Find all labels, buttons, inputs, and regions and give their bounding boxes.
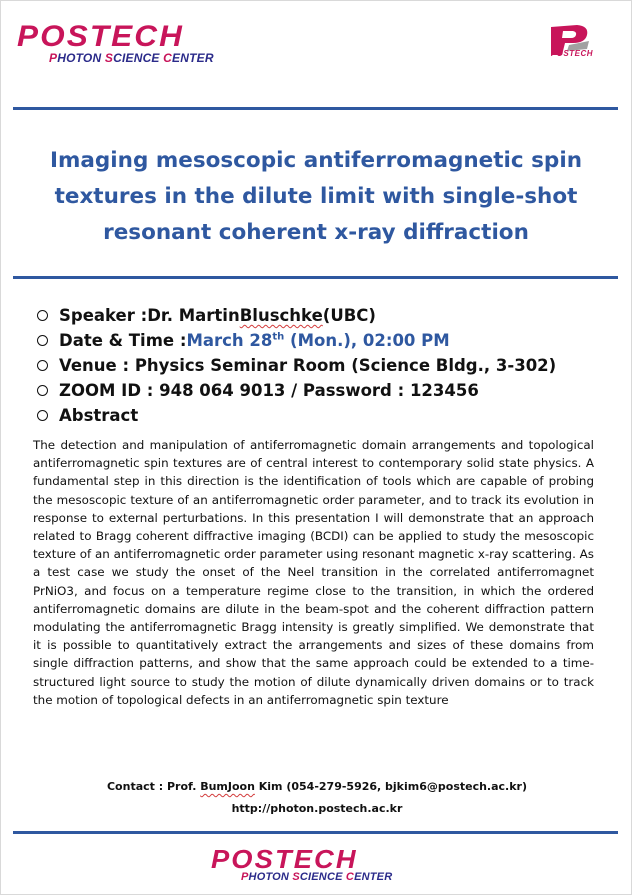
logo-wordmark: POSTECH (211, 844, 358, 874)
emblem-label: POSTECH (550, 49, 593, 58)
date-row: Date & Time : March 28th (Mon.), 02:00 PM (37, 328, 617, 353)
circle-bullet-icon (37, 410, 48, 421)
circle-bullet-icon (37, 310, 48, 321)
postech-logo-bottom (211, 844, 393, 883)
talk-title (21, 143, 611, 251)
title-line-3: resonant coherent x-ray diffraction (103, 220, 529, 245)
circle-bullet-icon (37, 360, 48, 371)
abstract-heading-row: Abstract (37, 403, 617, 428)
speaker-lastname: Bluschke (239, 306, 323, 325)
circle-bullet-icon (37, 385, 48, 396)
divider-bottom (13, 831, 618, 834)
logo-subtitle: PHOTON SCIENCE CENTER (241, 871, 393, 883)
venue-row: Venue : Physics Seminar Room (Science Bldg., 3-302) (37, 353, 617, 378)
postech-logo-top (17, 20, 214, 65)
divider-top (13, 107, 618, 110)
date-value: March 28th (Mon.), 02:00 PM (186, 331, 450, 350)
title-line-2: textures in the dilute limit with single-shot (54, 184, 578, 209)
zoom-row: ZOOM ID : 948 064 9013 / Password : 123456 (37, 378, 617, 403)
speaker-row: Speaker : Dr. Martin Bluschke (UBC) (37, 303, 617, 328)
divider-middle (13, 276, 618, 279)
abstract-text: The detection and manipulation of antiferromagnetic domain arrangements and topological antiferromagnetic spin textures are of central interest to contemporary solid state physics. A fundamental step in this direction is the identification of tools which are capable of probing the mesoscopic texture of an antiferromagnetic order parameter, and to track its evolution in response to external perturbations. In this presentation I will demonstrate that an approach related to Bragg coherent diffractive imaging (BCDI) can be applied to study the mesoscopic texture of an antiferromagnetic order parameter using resonant magnetic x-ray scattering. As a test case we study the onset of the Neel transition in the correlated antiferromagnet PrNiO3, and focus on a temperature regime close to the transition, in which the ordered antiferromagnetic domains are dilute in the beam-spot and the coherent diffraction pattern modulating the antiferromagnetic Bragg intensity is greatly simplified. We demonstrate that it is possible to quantitatively extract the arrangements and sizes of these domains from single diffraction patterns, and show that the same approach could be extended to a time-structured light source to study the motion of dilute dynamically driven domains or to track the motion of topological defects in an antiferromagnetic spin texture (33, 438, 594, 707)
logo-wordmark: POSTECH (17, 20, 184, 53)
talk-info-list (37, 303, 617, 428)
logo-subtitle: PHOTON SCIENCE CENTER (49, 51, 214, 65)
circle-bullet-icon (37, 335, 48, 346)
website-link[interactable]: http://photon.postech.ac.kr (231, 802, 403, 815)
contact-line: Contact : Prof. BumJoon Kim (054-279-5926, bjkim6@postech.ac.kr) (106, 780, 528, 793)
title-line-1: Imaging mesoscopic antiferromagnetic spin (49, 148, 582, 173)
